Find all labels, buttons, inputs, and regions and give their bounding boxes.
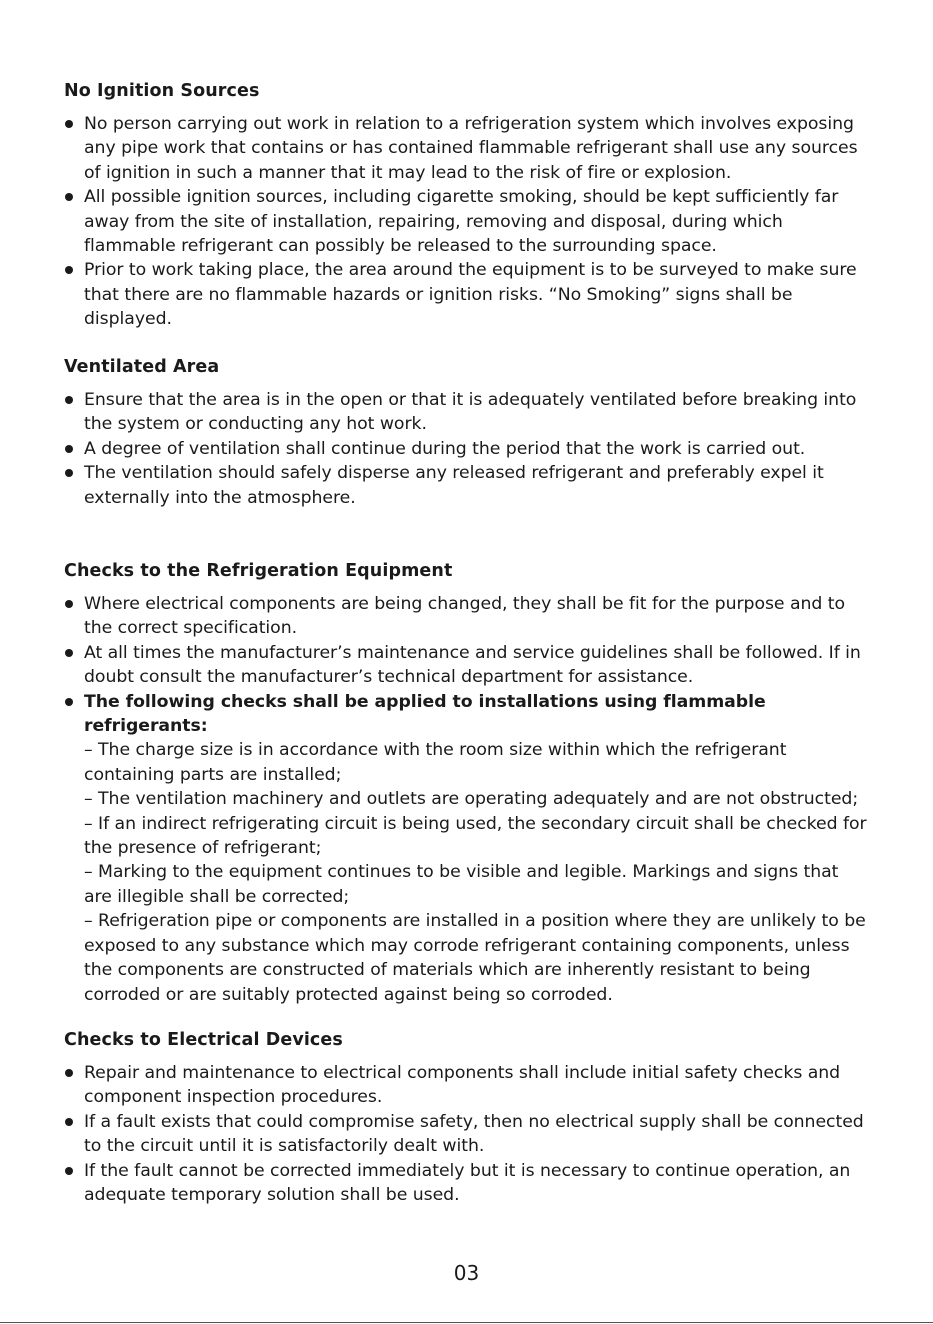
sub-item: – The ventilation machinery and outlets are operating adequately and are not obstructed;	[84, 789, 859, 810]
bullet-dot-icon	[65, 120, 73, 128]
section-heading: Checks to Electrical Devices	[64, 1030, 343, 1050]
page-number: 03	[453, 1261, 480, 1285]
list-item	[64, 1159, 870, 1208]
bullet-list	[64, 112, 870, 332]
list-item-bold-text: The following checks shall be applied to installations using flammable refrigerants:	[84, 691, 766, 737]
section-ventilated-area	[64, 355, 870, 510]
sub-item: – The charge size is in accordance with the room size within which the refrigerant containing parts are installed;	[84, 740, 787, 785]
bullet-dot-icon	[65, 1069, 73, 1077]
list-item-text: At all times the manufacturer’s maintenance and service guidelines shall be followed. If in doubt consult the manufacturer’s technical department for assistance.	[84, 642, 861, 688]
section-no-ignition-sources	[64, 79, 870, 332]
section-checks-electrical-devices	[64, 1028, 870, 1207]
sub-item: – If an indirect refrigerating circuit is being used, the secondary circuit shall be checked for the presence of refrigerant;	[84, 813, 867, 859]
bullet-dot-icon	[65, 396, 73, 404]
list-item	[64, 690, 870, 1007]
list-item	[64, 1061, 870, 1110]
list-item-text: The ventilation should safely disperse any released refrigerant and preferably expel it externally into the atmosphere.	[84, 463, 824, 508]
section-heading: Checks to the Refrigeration Equipment	[64, 561, 453, 581]
bullet-dot-icon	[65, 600, 73, 608]
list-item-text: Prior to work taking place, the area around the equipment is to be surveyed to make sure that there are no flammable hazards or ignition risks. “No Smoking” signs shall be displayed.	[84, 260, 857, 330]
bullet-dot-icon	[65, 698, 73, 706]
bullet-dot-icon	[65, 649, 73, 657]
bullet-list	[64, 592, 870, 1007]
list-item	[64, 388, 870, 437]
bullet-dot-icon	[65, 1167, 73, 1175]
list-item-text: If the fault cannot be corrected immediately but it is necessary to continue operation, an adequate temporary solution shall be used.	[84, 1160, 851, 1206]
list-item	[64, 112, 870, 185]
list-item	[64, 1110, 870, 1159]
list-item-text: No person carrying out work in relation to a refrigeration system which involves exposing any pipe work that contains or has contained flammable refrigerant shall use any sources of ignition in such a manner that it may lead to the risk of fire or explosion.	[84, 114, 858, 183]
sub-item: – Refrigeration pipe or components are installed in a position where they are unlikely to be exposed to any substance which may corrode refrigerant containing components, unless the components are constructed of materials which are inherently resistant to being corroded or are suitably protected against being so corroded.	[84, 911, 866, 1005]
section-checks-refrigeration-equipment	[64, 559, 870, 1007]
list-item-text: Where electrical components are being changed, they shall be fit for the purpose and to the correct specification.	[84, 594, 846, 639]
list-item-text: Repair and maintenance to electrical components shall include initial safety checks and component inspection procedures.	[84, 1063, 841, 1108]
bullet-dot-icon	[65, 469, 73, 477]
bottom-divider	[0, 1322, 933, 1323]
bullet-dot-icon	[65, 193, 73, 201]
bullet-dot-icon	[65, 1118, 73, 1126]
bullet-dot-icon	[65, 445, 73, 453]
list-item-text: Ensure that the area is in the open or that it is adequately ventilated before breaking into the system or conducting any hot work.	[84, 390, 857, 435]
list-item	[64, 641, 870, 690]
list-item	[64, 437, 870, 461]
section-heading: Ventilated Area	[64, 357, 220, 377]
bullet-list	[64, 388, 870, 510]
list-item	[64, 461, 870, 510]
section-heading: No Ignition Sources	[64, 81, 260, 101]
bullet-dot-icon	[65, 266, 73, 274]
sub-item: – Marking to the equipment continues to be visible and legible. Markings and signs that are illegible shall be corrected;	[84, 862, 839, 907]
list-item-text: All possible ignition sources, including cigarette smoking, should be kept sufficiently far away from the site of installation, repairing, removing and disposal, during which flammable refrigerant can possibly be released to the surrounding space.	[84, 187, 839, 257]
list-item	[64, 185, 870, 258]
list-item	[64, 258, 870, 331]
list-item-text: A degree of ventilation shall continue during the period that the work is carried out.	[84, 438, 806, 459]
bullet-list	[64, 1061, 870, 1207]
list-item-text: If a fault exists that could compromise safety, then no electrical supply shall be connected to the circuit until it is satisfactorily dealt with.	[84, 1111, 864, 1157]
list-item	[64, 592, 870, 641]
